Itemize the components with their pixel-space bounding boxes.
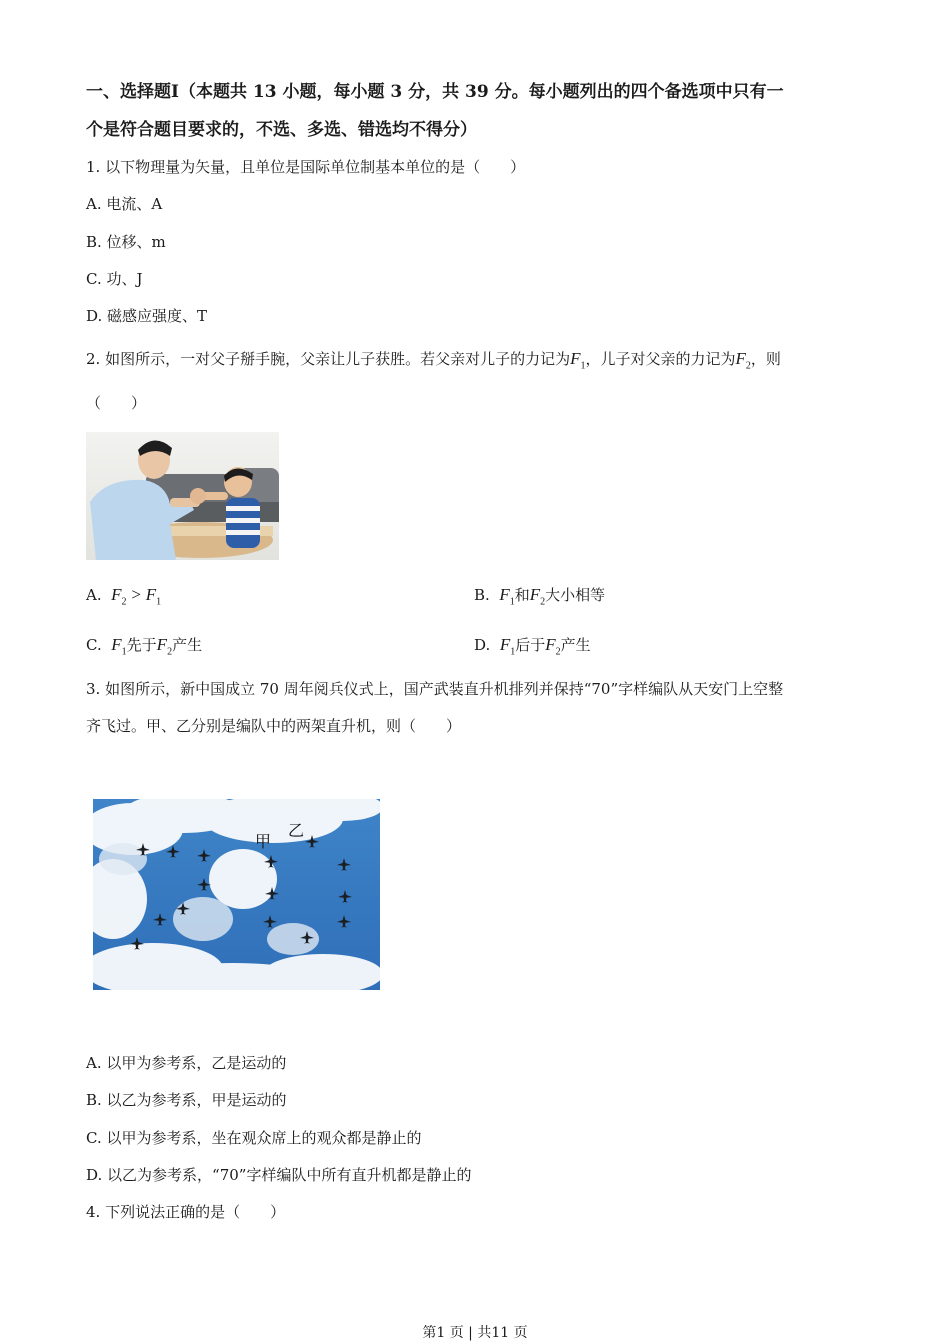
question-1-option-c: C. 功、J bbox=[86, 270, 143, 288]
question-1-stem: 1. 以下物理量为矢量，且单位是国际单位制基本单位的是（ ） bbox=[86, 158, 526, 176]
section-header-line2: 个是符合题目要求的，不选、多选、错选均不得分） bbox=[86, 120, 477, 140]
question-3-option-c: C. 以甲为参考系，坐在观众席上的观众都是静止的 bbox=[86, 1129, 422, 1147]
question-3-stem-line2: 齐飞过。甲、乙分别是编队中的两架直升机，则（ ） bbox=[86, 717, 462, 735]
math-f2: $F_2$ bbox=[735, 349, 751, 372]
question-2-stem: 2. 如图所示，一对父子掰手腕，父亲让儿子获胜。若父亲对儿子的力记为$F_1$，儿子对父亲的力记为$F_2$，则 bbox=[86, 349, 781, 372]
question-3-option-d: D. 以乙为参考系，“70”字样编队中所有直升机都是静止的 bbox=[86, 1166, 472, 1184]
question-2-option-c: C. $F_1$先于$F_2$产生 bbox=[86, 635, 203, 658]
arm-wrestling-photo bbox=[86, 432, 279, 560]
page-footer: 第1 页 | 共11 页 bbox=[422, 1325, 528, 1341]
question-2-option-a: A. $F_2 > F_1$ bbox=[86, 585, 162, 608]
label-yi: 乙 bbox=[288, 821, 305, 840]
label-jia: 甲 bbox=[255, 832, 272, 851]
section-header-line1: 一、选择题Ⅰ（本题共 13 小题，每小题 3 分，共 39 分。每小题列出的四个备选项中只有一 bbox=[86, 82, 784, 102]
question-2-stem-line2: （ ） bbox=[86, 394, 147, 412]
question-1-option-d: D. 磁感应强度、T bbox=[86, 307, 208, 325]
question-1-option-b: B. 位移、m bbox=[86, 233, 166, 251]
question-4-stem: 4. 下列说法正确的是（ ） bbox=[86, 1203, 286, 1221]
question-3-option-b: B. 以乙为参考系，甲是运动的 bbox=[86, 1091, 287, 1109]
helicopter-formation-photo bbox=[93, 799, 380, 990]
question-2-option-d: D. $F_1$后于$F_2$产生 bbox=[474, 635, 591, 658]
question-1-option-a: A. 电流、A bbox=[86, 195, 163, 213]
question-3-stem-line1: 3. 如图所示，新中国成立 70 周年阅兵仪式上，国产武装直升机排列并保持“70”字样编队从天安门上空整 bbox=[86, 680, 784, 698]
math-f1: $F_1$ bbox=[570, 349, 586, 372]
question-3-option-a: A. 以甲为参考系，乙是运动的 bbox=[86, 1054, 287, 1072]
question-2-option-b: B. $F_1$和$F_2$大小相等 bbox=[474, 585, 606, 608]
